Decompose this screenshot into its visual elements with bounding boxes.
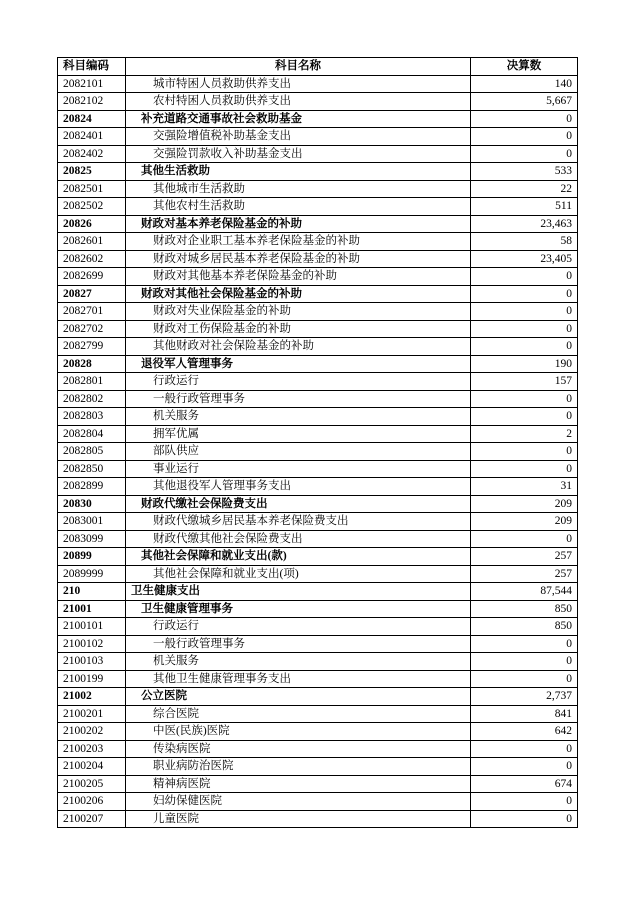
table-row: [58, 635, 578, 653]
subject-name-cell: 职业病防治医院: [126, 758, 471, 776]
subject-name-cell: 行政运行: [126, 373, 471, 391]
subject-code-cell: 2082101: [58, 75, 126, 93]
final-amount-cell: 0: [471, 530, 578, 548]
table-row: [58, 355, 578, 373]
subject-code-cell: 2100205: [58, 775, 126, 793]
subject-code-cell: 2100207: [58, 810, 126, 828]
final-amount-cell: 0: [471, 793, 578, 811]
subject-code-cell: 20825: [58, 163, 126, 181]
final-amount-cell: 190: [471, 355, 578, 373]
subject-code-cell: 2100101: [58, 618, 126, 636]
subject-name-cell: 财政代缴社会保险费支出: [126, 495, 471, 513]
subject-name-cell: 妇幼保健医院: [126, 793, 471, 811]
subject-code-cell: 20899: [58, 548, 126, 566]
table-row: [58, 705, 578, 723]
subject-code-cell: 2100201: [58, 705, 126, 723]
table-row: [58, 583, 578, 601]
table-row: [58, 775, 578, 793]
subject-name-cell: 卫生健康支出: [126, 583, 471, 601]
final-amount-cell: 0: [471, 145, 578, 163]
subject-code-cell: 2082899: [58, 478, 126, 496]
subject-name-cell: 机关服务: [126, 653, 471, 671]
table-row: [58, 93, 578, 111]
final-amount-cell: 209: [471, 513, 578, 531]
subject-name-cell: 传染病医院: [126, 740, 471, 758]
table-row: [58, 180, 578, 198]
table-row: [58, 723, 578, 741]
subject-code-cell: 2082602: [58, 250, 126, 268]
subject-name-cell: 财政代缴城乡居民基本养老保险费支出: [126, 513, 471, 531]
final-amount-cell: 850: [471, 600, 578, 618]
final-amount-cell: 0: [471, 110, 578, 128]
subject-code-cell: 210: [58, 583, 126, 601]
final-amount-cell: 23,463: [471, 215, 578, 233]
table-row: [58, 250, 578, 268]
final-amount-cell: 22: [471, 180, 578, 198]
final-amount-cell: 2,737: [471, 688, 578, 706]
final-amount-cell: 0: [471, 810, 578, 828]
subject-name-cell: 交强险罚款收入补助基金支出: [126, 145, 471, 163]
table-row: [58, 565, 578, 583]
table-row: [58, 758, 578, 776]
table-row: [58, 460, 578, 478]
table-row: [58, 653, 578, 671]
table-row: [58, 425, 578, 443]
subject-name-cell: 部队供应: [126, 443, 471, 461]
subject-code-cell: 2082803: [58, 408, 126, 426]
subject-name-cell: 财政代缴其他社会保险费支出: [126, 530, 471, 548]
subject-name-cell: 精神病医院: [126, 775, 471, 793]
final-amount-cell: 0: [471, 408, 578, 426]
table-row: [58, 145, 578, 163]
table-row: [58, 688, 578, 706]
subject-name-cell: 财政对工伤保险基金的补助: [126, 320, 471, 338]
table-row: [58, 233, 578, 251]
subject-name-cell: 事业运行: [126, 460, 471, 478]
subject-code-cell: 2083001: [58, 513, 126, 531]
table-row: [58, 198, 578, 216]
table-row: [58, 285, 578, 303]
final-amount-cell: 31: [471, 478, 578, 496]
subject-name-cell: 其他退役军人管理事务支出: [126, 478, 471, 496]
subject-code-cell: 2100102: [58, 635, 126, 653]
subject-code-cell: 21001: [58, 600, 126, 618]
subject-name-cell: 财政对基本养老保险基金的补助: [126, 215, 471, 233]
subject-code-cell: 21002: [58, 688, 126, 706]
subject-name-cell: 其他社会保障和就业支出(项): [126, 565, 471, 583]
subject-code-cell: 2100202: [58, 723, 126, 741]
subject-name-cell: 其他城市生活救助: [126, 180, 471, 198]
table-header: [58, 58, 578, 76]
subject-name-cell: 其他卫生健康管理事务支出: [126, 670, 471, 688]
column-header-subject-name: 科目名称: [126, 58, 471, 76]
table-row: [58, 338, 578, 356]
final-amount-cell: 0: [471, 303, 578, 321]
subject-code-cell: 2082502: [58, 198, 126, 216]
subject-code-cell: 2082501: [58, 180, 126, 198]
final-amount-cell: 0: [471, 320, 578, 338]
subject-name-cell: 退役军人管理事务: [126, 355, 471, 373]
column-header-subject-code: 科目编码: [58, 58, 126, 76]
subject-name-cell: 中医(民族)医院: [126, 723, 471, 741]
final-amount-cell: 0: [471, 460, 578, 478]
subject-name-cell: 一般行政管理事务: [126, 635, 471, 653]
subject-name-cell: 综合医院: [126, 705, 471, 723]
final-amount-cell: 58: [471, 233, 578, 251]
subject-name-cell: 公立医院: [126, 688, 471, 706]
subject-name-cell: 其他财政对社会保险基金的补助: [126, 338, 471, 356]
table-row: [58, 163, 578, 181]
subject-code-cell: 20826: [58, 215, 126, 233]
subject-code-cell: 2100199: [58, 670, 126, 688]
table-row: [58, 408, 578, 426]
subject-code-cell: 2082401: [58, 128, 126, 146]
final-amount-cell: 0: [471, 128, 578, 146]
final-amount-cell: 0: [471, 653, 578, 671]
final-amount-cell: 0: [471, 268, 578, 286]
subject-name-cell: 财政对企业职工基本养老保险基金的补助: [126, 233, 471, 251]
subject-code-cell: 20830: [58, 495, 126, 513]
final-amount-cell: 0: [471, 390, 578, 408]
subject-name-cell: 补充道路交通事故社会救助基金: [126, 110, 471, 128]
subject-name-cell: 其他农村生活救助: [126, 198, 471, 216]
final-amount-cell: 0: [471, 338, 578, 356]
subject-code-cell: 2089999: [58, 565, 126, 583]
subject-code-cell: 2082699: [58, 268, 126, 286]
final-amount-cell: 23,405: [471, 250, 578, 268]
subject-name-cell: 一般行政管理事务: [126, 390, 471, 408]
subject-name-cell: 财政对城乡居民基本养老保险基金的补助: [126, 250, 471, 268]
final-amount-cell: 674: [471, 775, 578, 793]
budget-final-accounts-table: [57, 57, 578, 828]
subject-name-cell: 财政对其他社会保险基金的补助: [126, 285, 471, 303]
final-amount-cell: 257: [471, 548, 578, 566]
subject-code-cell: 2082701: [58, 303, 126, 321]
subject-name-cell: 农村特困人员救助供养支出: [126, 93, 471, 111]
final-amount-cell: 157: [471, 373, 578, 391]
subject-code-cell: 20828: [58, 355, 126, 373]
subject-name-cell: 机关服务: [126, 408, 471, 426]
subject-code-cell: 2082799: [58, 338, 126, 356]
subject-code-cell: 2082801: [58, 373, 126, 391]
table-row: [58, 548, 578, 566]
final-amount-cell: 850: [471, 618, 578, 636]
table-row: [58, 740, 578, 758]
table-row: [58, 373, 578, 391]
subject-name-cell: 城市特困人员救助供养支出: [126, 75, 471, 93]
table-row: [58, 390, 578, 408]
table-row: [58, 793, 578, 811]
final-amount-cell: 0: [471, 758, 578, 776]
table-row: [58, 513, 578, 531]
final-amount-cell: 257: [471, 565, 578, 583]
subject-code-cell: 2100203: [58, 740, 126, 758]
subject-code-cell: 2100204: [58, 758, 126, 776]
subject-name-cell: 卫生健康管理事务: [126, 600, 471, 618]
table-row: [58, 618, 578, 636]
final-amount-cell: 0: [471, 740, 578, 758]
subject-name-cell: 财政对其他基本养老保险基金的补助: [126, 268, 471, 286]
final-amount-cell: 642: [471, 723, 578, 741]
column-header-final-amount: 决算数: [471, 58, 578, 76]
table-body: [58, 75, 578, 828]
table-row: [58, 810, 578, 828]
final-amount-cell: 0: [471, 285, 578, 303]
table-row: [58, 478, 578, 496]
final-amount-cell: 87,544: [471, 583, 578, 601]
subject-code-cell: 2082802: [58, 390, 126, 408]
subject-code-cell: 2100103: [58, 653, 126, 671]
table-row: [58, 530, 578, 548]
table-row: [58, 128, 578, 146]
header-row: [58, 58, 578, 76]
final-amount-cell: 0: [471, 670, 578, 688]
subject-code-cell: 2082804: [58, 425, 126, 443]
table-row: [58, 268, 578, 286]
subject-name-cell: 交强险增值税补助基金支出: [126, 128, 471, 146]
subject-code-cell: 2082702: [58, 320, 126, 338]
subject-code-cell: 2082850: [58, 460, 126, 478]
subject-code-cell: 2100206: [58, 793, 126, 811]
final-amount-cell: 5,667: [471, 93, 578, 111]
final-amount-cell: 511: [471, 198, 578, 216]
subject-name-cell: 其他社会保障和就业支出(款): [126, 548, 471, 566]
subject-code-cell: 20827: [58, 285, 126, 303]
table-row: [58, 670, 578, 688]
subject-name-cell: 其他生活救助: [126, 163, 471, 181]
table-row: [58, 215, 578, 233]
final-amount-cell: 0: [471, 635, 578, 653]
final-amount-cell: 140: [471, 75, 578, 93]
subject-name-cell: 拥军优属: [126, 425, 471, 443]
table-row: [58, 303, 578, 321]
table-row: [58, 320, 578, 338]
table-row: [58, 443, 578, 461]
subject-name-cell: 财政对失业保险基金的补助: [126, 303, 471, 321]
subject-code-cell: 2082601: [58, 233, 126, 251]
final-amount-cell: 533: [471, 163, 578, 181]
table-row: [58, 600, 578, 618]
final-amount-cell: 2: [471, 425, 578, 443]
final-amount-cell: 209: [471, 495, 578, 513]
subject-code-cell: 2083099: [58, 530, 126, 548]
table-row: [58, 110, 578, 128]
table-row: [58, 75, 578, 93]
subject-code-cell: 2082102: [58, 93, 126, 111]
subject-name-cell: 行政运行: [126, 618, 471, 636]
subject-name-cell: 儿童医院: [126, 810, 471, 828]
subject-code-cell: 2082805: [58, 443, 126, 461]
final-amount-cell: 0: [471, 443, 578, 461]
final-amount-cell: 841: [471, 705, 578, 723]
table-row: [58, 495, 578, 513]
subject-code-cell: 20824: [58, 110, 126, 128]
subject-code-cell: 2082402: [58, 145, 126, 163]
